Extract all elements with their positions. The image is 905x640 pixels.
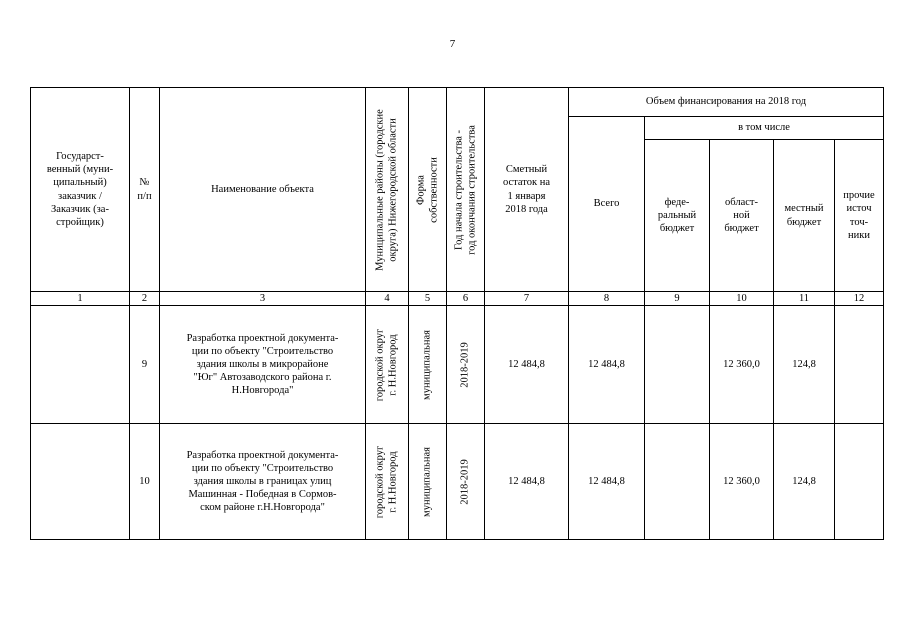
column-number: 10 [710, 292, 774, 306]
cell-other [835, 424, 884, 540]
column-number: 8 [569, 292, 645, 306]
header-ownership: Форма собственности [409, 88, 447, 292]
column-number: 1 [31, 292, 130, 306]
cell-district: городской округ г. Н.Новгород [366, 424, 409, 540]
header-balance: Сметный остаток на 1 января 2018 года [485, 88, 569, 292]
cell-federal [645, 306, 710, 424]
column-number: 6 [447, 292, 485, 306]
page-number: 7 [449, 38, 456, 50]
column-number: 7 [485, 292, 569, 306]
column-number: 3 [160, 292, 366, 306]
cell-balance: 12 484,8 [485, 424, 569, 540]
cell-object-name: Разработка проектной документа- ции по объекту "Строительство здания школы в микрорайоне "Юг" Автозаводского района г. Н.Новгорода" [160, 306, 366, 424]
header-regional-budget: област- ной бюджет [710, 140, 774, 292]
header-other-sources: прочие источ точ- ники [835, 140, 884, 292]
column-number: 11 [774, 292, 835, 306]
header-including: в том числе [645, 117, 884, 140]
cell-years: 2018-2019 [447, 424, 485, 540]
cell-federal [645, 424, 710, 540]
cell-object-name: Разработка проектной документа- ции по объекту "Строительство здания школы в границах улиц Машинная - Победная в Сормов- ском районе г.Н.Новгорода" [160, 424, 366, 540]
cell-ownership: муниципальная [409, 424, 447, 540]
column-number: 9 [645, 292, 710, 306]
cell-number: 9 [130, 306, 160, 424]
header-federal-budget: феде- ральный бюджет [645, 140, 710, 292]
column-number: 4 [366, 292, 409, 306]
cell-balance: 12 484,8 [485, 306, 569, 424]
cell-local: 124,8 [774, 306, 835, 424]
cell-local: 124,8 [774, 424, 835, 540]
header-districts: Муниципальные районы (городские округа) Нижегородской области [366, 88, 409, 292]
header-years: Год начала строительства - год окончания строительства [447, 88, 485, 292]
header-customer: Государст- венный (муни- ципальный) заказчик / Заказчик (за- стройщик) [31, 88, 130, 292]
cell-years: 2018-2019 [447, 306, 485, 424]
cell-number: 10 [130, 424, 160, 540]
header-financing-title: Объем финансирования на 2018 год [569, 88, 884, 117]
column-number: 2 [130, 292, 160, 306]
column-number: 12 [835, 292, 884, 306]
cell-customer [31, 424, 130, 540]
cell-other [835, 306, 884, 424]
cell-district: городской округ г. Н.Новгород [366, 306, 409, 424]
header-row [31, 88, 884, 117]
column-number-row [31, 292, 884, 306]
table-row [31, 306, 884, 424]
cell-customer [31, 306, 130, 424]
cell-regional: 12 360,0 [710, 424, 774, 540]
cell-ownership: муниципальная [409, 306, 447, 424]
table-row [31, 424, 884, 540]
header-total: Всего [569, 117, 645, 292]
header-object-name: Наименование объекта [160, 88, 366, 292]
column-number: 5 [409, 292, 447, 306]
header-local-budget: местный бюджет [774, 140, 835, 292]
header-number: № п/п [130, 88, 160, 292]
cell-total: 12 484,8 [569, 306, 645, 424]
cell-total: 12 484,8 [569, 424, 645, 540]
financing-table [30, 87, 884, 540]
cell-regional: 12 360,0 [710, 306, 774, 424]
